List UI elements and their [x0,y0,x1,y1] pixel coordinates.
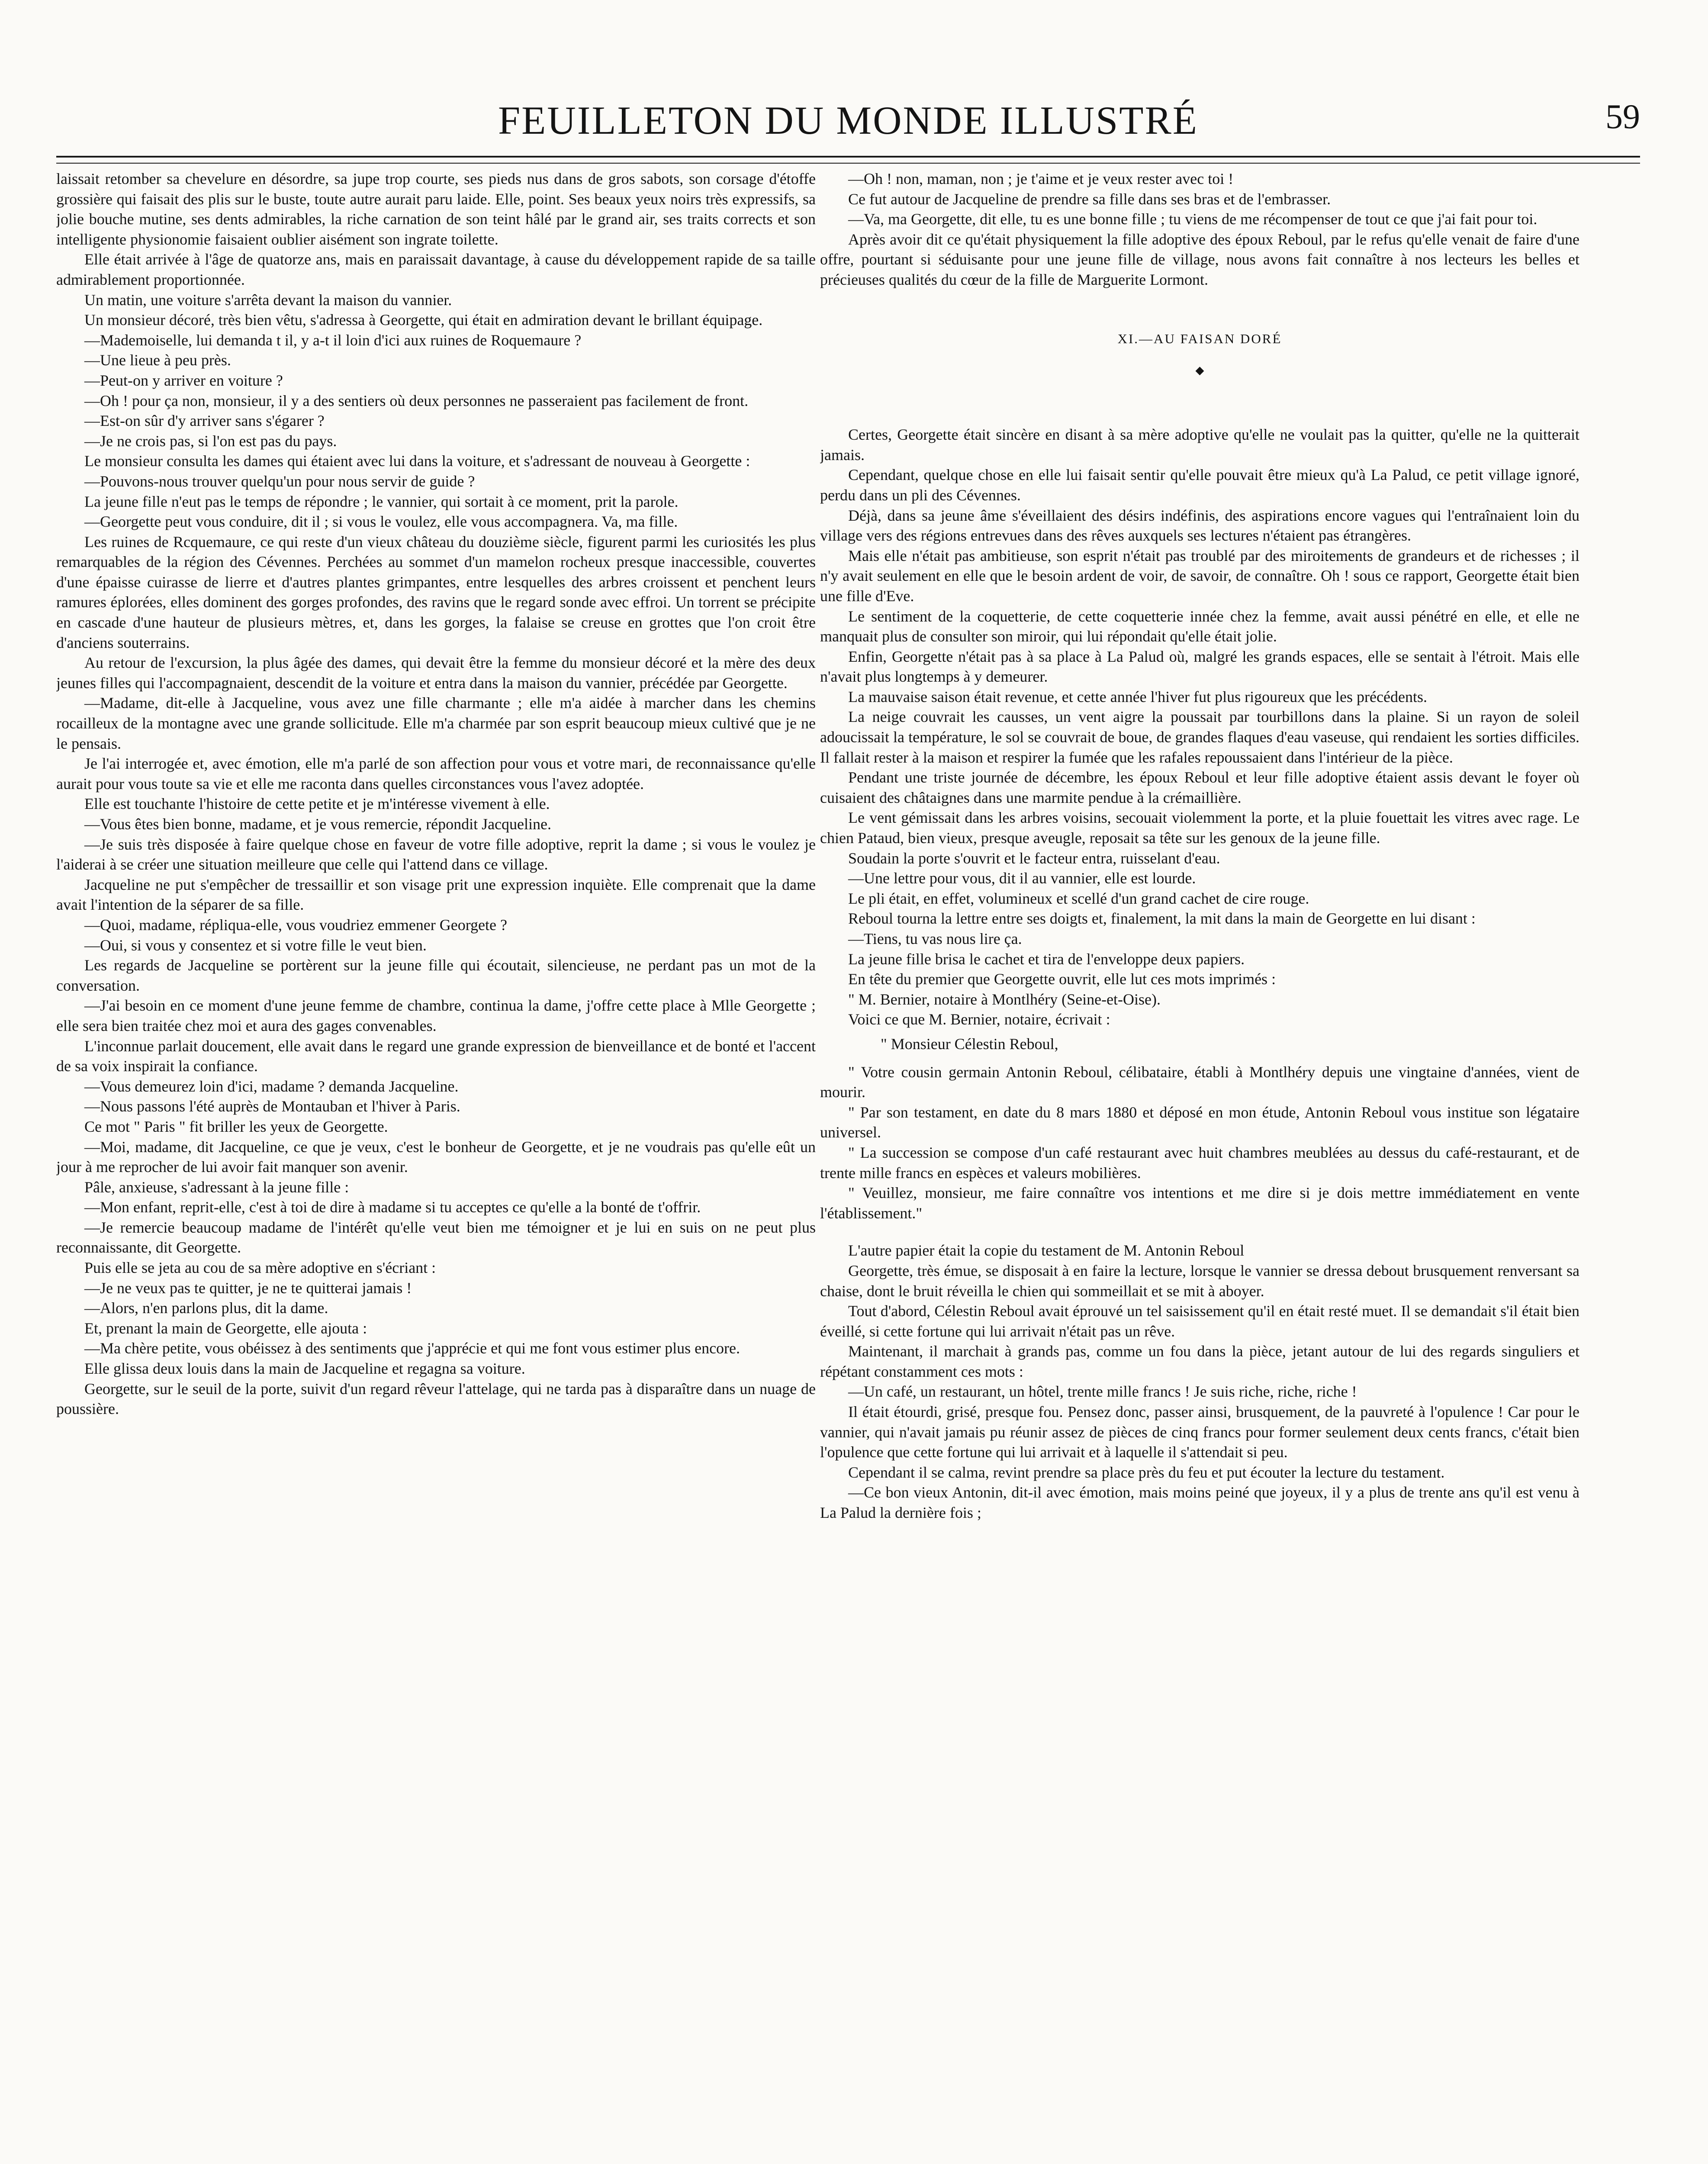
paragraph: —Ce bon vieux Antonin, dit-il avec émotion, mais moins peiné que joyeux, il y a plus de trente ans qu'il est venu à La Palud la dernière fois ; [820,1484,1579,1522]
paragraph: —Une lettre pour vous, dit il au vannier, elle est lourde. [848,869,1196,887]
paragraph: —Nous passons l'été auprès de Montauban et l'hiver à Paris. [84,1098,460,1115]
paragraph: Puis elle se jeta au cou de sa mère adoptive en s'écriant : [84,1259,436,1277]
paragraph: —Va, ma Georgette, dit elle, tu es une bonne fille ; tu viens de me récompenser de tout ce que j'ai fait pour toi. [848,210,1538,228]
header-rule-thin [56,163,1640,164]
paragraph: Ce mot " Paris " fit briller les yeux de Georgette. [84,1117,388,1135]
paragraph: —Une lieue à peu près. [84,351,231,369]
paragraph: —Moi, madame, dit Jacqueline, ce que je veux, c'est le bonheur de Georgette, et je ne voudrais pas qu'elle eût un jour à me reprocher de lui avoir fait manquer son avenir. [56,1138,816,1176]
paragraph: —Je ne crois pas, si l'on est pas du pays. [84,432,337,450]
paragraph: —Tiens, tu vas nous lire ça. [848,930,1022,947]
paragraph: —Oh ! non, maman, non ; je t'aime et je veux rester avec toi ! [848,170,1234,187]
paragraph: Jacqueline ne put s'empêcher de tressaillir et son visage prit une expression inquiète. Elle comprenait que la dame avait l'intention de la séparer de sa fille. [56,876,816,914]
paragraph: Soudain la porte s'ouvrit et le facteur entra, ruisselant d'eau. [848,849,1220,867]
paragraph: Un matin, une voiture s'arrêta devant la maison du vannier. [84,291,452,309]
paragraph: Georgette, très émue, se disposait à en faire la lecture, lorsque le vannier se dressa debout brusquement renversant sa chaise, dont le bruit réveilla le chien qui sommeillait et se mit à aboyer. [820,1262,1579,1300]
letter-paragraph: " La succession se compose d'un café restaurant avec huit chambres meublées au dessus du café-restaurant, et de trente mille francs en espèces et valeurs mobilières. [820,1143,1579,1182]
letter-paragraph: " Veuillez, monsieur, me faire connaître vos intentions et me dire si je dois mettre immédiatement en vente l'établissement." [820,1184,1579,1222]
running-title: FEUILLETON DU MONDE ILLUSTRÉ [498,98,1199,142]
paragraph: Enfin, Georgette n'était pas à sa place à La Palud où, malgré les grands espaces, elle se sentait à l'étroit. Mais elle n'avait plus longtemps à y demeurer. [820,647,1579,686]
paragraph: Certes, Georgette était sincère en disant à sa mère adoptive qu'elle ne voulait pas la quitter, qu'elle ne la quitterait jamais. [820,426,1579,464]
paragraph: Après avoir dit ce qu'était physiquement la fille adoptive des époux Reboul, par le refus qu'elle venait de faire d'une offre, pourtant si séduisante pour une jeune fille de village, nous avons fait connaître à nos lecteurs les belles et précieuses qualités du cœur de la fille de Marguerite Lormont. [820,230,1579,288]
paragraph: —Quoi, madame, répliqua-elle, vous voudriez emmener Georgete ? [84,916,507,934]
paragraph: Les regards de Jacqueline se portèrent sur la jeune fille qui écoutait, silencieuse, ne perdant pas un mot de la conversation. [56,956,816,994]
paragraph: —Est-on sûr d'y arriver sans s'égarer ? [84,412,325,430]
paragraph: Tout d'abord, Célestin Reboul avait éprouvé un tel saisissement qu'il en était resté muet. Il se demandait s'il était bien éveillé, si cette fortune qui lui arrivait n'était pas un rêve. [820,1302,1579,1340]
chapter-ornament: ◆ [1195,364,1204,377]
paragraph: —Mon enfant, reprit-elle, c'est à toi de dire à madame si tu acceptes ce qu'elle a la bonté de t'offrir. [84,1198,701,1216]
paragraph: —Vous demeurez loin d'ici, madame ? demanda Jacqueline. [84,1077,459,1095]
paragraph: " M. Bernier, notaire à Montlhéry (Seine-et-Oise). [848,990,1161,1008]
paragraph: —Vous êtes bien bonne, madame, et je vous remercie, répondit Jacqueline. [84,815,551,833]
letter-salutation: " Monsieur Célestin Reboul, [881,1035,1058,1053]
paragraph: —Oui, si vous y consentez et si votre fille le veut bien. [84,936,427,954]
paragraph: laissait retomber sa chevelure en désordre, sa jupe trop courte, ses pieds nus dans de gros sabots, son corsage d'étoffe grossière qui faisait des plis sur le buste, toute autre aurait paru laide. Elle, point. Ses beaux yeux noirs très expressifs, sa jolie bouche mutine, ses dents admirables, la riche carnation de son teint hâlé par le grand air, ses traits corrects et son intelligente physionomie faisaient oublier aisément son ingrate toilette. [56,170,816,248]
paragraph: —Oh ! pour ça non, monsieur, il y a des sentiers où deux personnes ne passeraient pas facilement de front. [84,392,749,409]
paragraph: Cependant, quelque chose en elle lui faisait sentir qu'elle pouvait être mieux qu'à La Palud, ce petit village ignoré, perdu dans un pli des Cévennes. [820,466,1579,504]
paragraph: Georgette, sur le seuil de la porte, suivit d'un regard rêveur l'attelage, qui ne tarda pas à disparaître dans un nuage de poussière. [56,1380,816,1418]
paragraph: Et, prenant la main de Georgette, elle ajouta : [84,1319,367,1337]
right-column [820,169,1579,2164]
paragraph: Le vent gémissait dans les arbres voisins, secouait violemment la porte, et la pluie fouettait les vitres avec rage. Le chien Pataud, bien vieux, presque aveugle, reposait sa tête sur les genoux de la jeune fille. [820,809,1579,847]
paragraph: La jeune fille brisa le cachet et tira de l'enveloppe deux papiers. [848,950,1245,968]
header-rule [56,156,1640,158]
paragraph: Pendant une triste journée de décembre, les époux Reboul et leur fille adoptive étaient assis devant le foyer où cuisaient des châtaignes dans une marmite pendue à la crémaillière. [820,769,1579,806]
paragraph: —Ma chère petite, vous obéissez à des sentiments que j'apprécie et qui me font vous estimer plus encore. [84,1340,740,1357]
paragraph: —Je suis très disposée à faire quelque chose en faveur de votre fille adoptive, reprit la dame ; si vous le voulez je l'aiderai à se créer une situation meilleure que celle qui l'attend dans ce village. [56,835,816,873]
paragraph: Ce fut autour de Jacqueline de prendre sa fille dans ses bras et de l'embrasser. [848,190,1331,208]
paragraph: —J'ai besoin en ce moment d'une jeune femme de chambre, continua la dame, j'offre cette place à Mlle Georgette ; elle sera bien traitée chez moi et aura des gages convenables. [56,997,816,1034]
paragraph: Un monsieur décoré, très bien vêtu, s'adressa à Georgette, qui était en admiration devant le brillant équipage. [84,311,763,329]
paragraph: La jeune fille n'eut pas le temps de répondre ; le vannier, qui sortait à ce moment, prit la parole. [84,493,679,510]
paragraph: Cependant il se calma, revint prendre sa place près du feu et put écouter la lecture du testament. [848,1463,1445,1481]
paragraph: Le sentiment de la coquetterie, de cette coquetterie innée chez la femme, avait aussi pénétré en elle, et elle ne manquait plus de consulter son miroir, qui lui répondait qu'elle était jolie. [820,607,1579,645]
paragraph: Je l'ai interrogée et, avec émotion, elle m'a parlé de son affection pour vous et votre mari, de reconnaissance qu'elle aurait pour vous toute sa vie et elle me raconta dans quelles circonstances vous l'avez adoptée. [56,755,816,792]
paragraph: —Madame, dit-elle à Jacqueline, vous avez une fille charmante ; elle m'a aidée à marcher dans les chemins rocailleux de la montagne avec une grande sollicitude. Elle m'a charmée par son esprit beaucoup mieux cultivé que je ne le pensais. [56,694,816,752]
paragraph: L'inconnue parlait doucement, elle avait dans le regard une grande expression de bienveillance et de bonté et l'accent de sa voix inspirait la confiance. [56,1037,816,1075]
paragraph: Le monsieur consulta les dames qui étaient avec lui dans la voiture, et s'adressant de nouveau à Georgette : [84,452,750,470]
paragraph: En tête du premier que Georgette ouvrit, elle lut ces mots imprimés : [848,970,1276,988]
paragraph: Déjà, dans sa jeune âme s'éveillaient des désirs indéfinis, des aspirations encore vagues qui l'entraînaient loin du village vers des régions entrevues dans des rêves auxquels ses lectures n'étaient pas étrangères. [820,506,1579,544]
left-column [56,169,816,2164]
paragraph: Elle était arrivée à l'âge de quatorze ans, mais en paraissait davantage, à cause du développement rapide de sa taille admirablement proportionnée. [56,251,816,288]
paragraph: Elle est touchante l'histoire de cette petite et je m'intéresse vivement à elle. [84,795,550,813]
spacer [820,1223,1579,1240]
letter-paragraph: " Votre cousin germain Antonin Reboul, célibataire, établi à Montlhéry depuis une vingtaine d'années, vient de mourir. [820,1063,1579,1101]
paragraph: Maintenant, il marchait à grands pas, comme un fou dans la pièce, jetant autour de lui des regards singuliers et répétant constamment ces mots : [820,1343,1579,1380]
letter-paragraph: " Par son testament, en date du 8 mars 1880 et déposé en mon étude, Antonin Reboul vous institue son légataire universel. [820,1103,1579,1141]
paragraph: Le pli était, en effet, volumineux et scellé d'un grand cachet de cire rouge. [848,889,1309,907]
paragraph: Il était étourdi, grisé, presque fou. Pensez donc, passer ainsi, brusquement, de la pauvreté à l'opulence ! Car pour le vannier, qui n'avait jamais pu réunir assez de pièces de cinq francs pour former seulement deux cents francs, c'était bien l'opulence que cette fortune qui lui arrivait et à laquelle il s'attendait si peu. [820,1403,1579,1461]
paragraph: L'autre papier était la copie du testament de M. Antonin Reboul [848,1242,1245,1259]
paragraph: —Mademoiselle, lui demanda t il, y a-t il loin d'ici aux ruines de Roquemaure ? [84,331,582,349]
paragraph: Elle glissa deux louis dans la main de Jacqueline et regagna sa voiture. [84,1360,525,1378]
paragraph: —Un café, un restaurant, un hôtel, trente mille francs ! Je suis riche, riche, riche ! [848,1383,1357,1401]
paragraph: —Alors, n'en parlons plus, dit la dame. [84,1299,328,1317]
paragraph: —Je ne veux pas te quitter, je ne te quitterai jamais ! [84,1279,412,1297]
paragraph: —Peut-on y arriver en voiture ? [84,371,283,389]
paragraph: —Pouvons-nous trouver quelqu'un pour nous servir de guide ? [84,472,475,490]
paragraph: La neige couvrait les causses, un vent aigre la poussait par tourbillons dans la plaine. Si un rayon de soleil adoucissait la température, le sol se couvrait de boue, de grandes flaques d'eau vaseuse, qui rendaient les sorties difficiles. Il fallait rester à la maison et respirer la fumée que les rafales repoussaient dans l'intérieur de la pièce. [820,708,1579,766]
paragraph: Voici ce que M. Bernier, notaire, écrivait : [848,1011,1110,1028]
paragraph: —Je remercie beaucoup madame de l'intérêt qu'elle veut bien me témoigner et je lui en suis on ne peut plus reconnaissante, dit Georgette. [56,1218,816,1256]
page-number: 59 [1605,98,1640,136]
paragraph: Les ruines de Rcquemaure, ce qui reste d'un vieux château du douzième siècle, figurent parmi les curiosités les plus remarquables de la région des Cévennes. Perchées au sommet d'un mamelon rocheux presque inaccessible, couvertes d'une épaisse cuirasse de lierre et d'autres plantes grimpantes, entre lesquelles des arbres croissent et penchent leurs ramures éplorées, elles dominent des gorges profondes, des ravins que le regard sonde avec effroi. Un torrent se précipite en cascade d'une hauteur de plusieurs mètres, et, dans les gorges, la falaise se creuse en grottes que l'on croit être d'anciens souterrains. [56,533,816,651]
paragraph: Pâle, anxieuse, s'adressant à la jeune fille : [84,1178,349,1196]
paragraph: Mais elle n'était pas ambitieuse, son esprit n'était pas troublé par des miroitements de grandeurs et de richesses ; il n'y avait seulement en elle que le besoin ardent de voir, de savoir, de connaître. Oh ! sous ce rapport, Georgette était bien une fille d'Eve. [820,547,1579,605]
paragraph: Au retour de l'excursion, la plus âgée des dames, qui devait être la femme du monsieur décoré et la mère des deux jeunes filles qui l'accompagnaient, descendit de la voiture et entra dans la maison du vannier, précédée par Georgette. [56,654,816,692]
page-header [56,87,1640,147]
paragraph: —Georgette peut vous conduire, dit il ; si vous le voulez, elle vous accompagnera. Va, ma fille. [84,513,678,531]
paragraph: La mauvaise saison était revenue, et cette année l'hiver fut plus rigoureux que les précédents. [848,688,1427,705]
chapter-heading: XI.—AU FAISAN DORÉ [1117,331,1282,346]
paragraph: Reboul tourna la lettre entre ses doigts et, finalement, la mit dans la main de Georgette en lui disant : [848,910,1476,927]
